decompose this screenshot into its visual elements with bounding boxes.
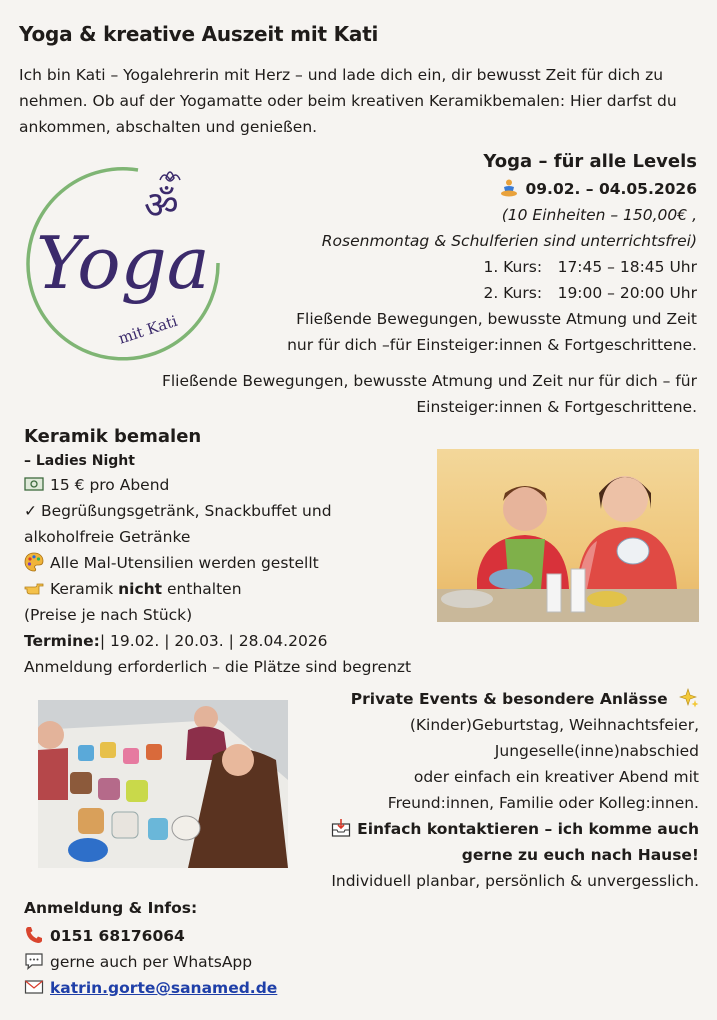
private-events-section — [279, 686, 699, 894]
checkmark-icon: ✓ — [24, 502, 37, 520]
private-line-2: Jungeselle(inne)nabschied — [494, 742, 699, 760]
dates-label: Termine: — [24, 632, 100, 650]
phone-icon — [24, 925, 44, 945]
course-1-time: 17:45 – 18:45 Uhr — [557, 258, 697, 276]
price-row — [24, 472, 434, 498]
yoga-holidays: Rosenmontag & Schulferien sind unterrichtsfrei) — [321, 232, 697, 250]
meditation-icon — [499, 178, 519, 198]
included-b: alkoholfreie Getränke — [24, 528, 191, 546]
yoga-dates-row — [237, 176, 697, 202]
course-1-label: 1. Kurs: — [483, 258, 543, 276]
lotus-icon — [160, 172, 180, 181]
contact-title: Anmeldung & Infos: — [24, 899, 198, 917]
registration-note: Anmeldung erforderlich – die Plätze sind begrenzt — [24, 658, 412, 676]
keramik-subtitle: – Ladies Night — [24, 453, 135, 469]
yoga-section — [237, 148, 697, 358]
dates-value: | 19.02. | 20.03. | 28.04.2026 — [99, 632, 328, 650]
pointing-hand-icon — [24, 578, 44, 598]
dates-row — [24, 628, 434, 654]
whatsapp-text: gerne auch per WhatsApp — [50, 953, 253, 971]
private-title: Private Events & besondere Anlässe — [350, 690, 668, 708]
om-symbol: ॐ — [144, 183, 179, 227]
yoga-desc-1a: Fließende Bewegungen, bewusste Atmung und Zeit — [296, 310, 697, 328]
utensils: Alle Mal-Utensilien werden gestellt — [50, 554, 319, 572]
price: 15 € pro Abend — [50, 476, 170, 494]
envelope-icon — [24, 977, 44, 997]
yoga-desc-2b: Einsteiger:innen & Fortgeschrittene. — [416, 398, 697, 416]
intro-text: Ich bin Kati – Yogalehrerin mit Herz – und lade dich ein, dir bewusst Zeit für dich zu nehmen. Ob auf der Yogamatte oder beim kreativen Keramikbemalen: Hier darfst du ankommen, abschalten und genießen. — [19, 66, 677, 136]
included-row — [24, 498, 434, 524]
email-link[interactable]: katrin.gorte@sanamed.de — [50, 979, 278, 997]
phone-row[interactable] — [24, 923, 424, 949]
phone-number[interactable]: 0151 68176064 — [50, 927, 185, 945]
course-2-time: 19:00 – 20:00 Uhr — [557, 284, 697, 302]
private-line-4: Freund:innen, Familie oder Kolleg:innen. — [387, 794, 699, 812]
ceramic-row — [24, 576, 434, 602]
yoga-dates: 09.02. – 04.05.2026 — [525, 180, 697, 198]
yoga-title: Yoga – für alle Levels — [483, 151, 697, 172]
yoga-units: (10 Einheiten – 150,00€ , — [501, 206, 697, 224]
keramik-title: Keramik bemalen — [24, 426, 202, 447]
utensils-row — [24, 550, 434, 576]
contact-section — [24, 895, 424, 1001]
logo-graphic — [18, 158, 233, 368]
ceramic-post: enthalten — [162, 580, 242, 598]
yoga-logo — [18, 158, 233, 368]
ceramic-bold: nicht — [118, 580, 163, 598]
yoga-desc-1b: nur für dich –für Einsteiger:innen & Fortgeschrittene. — [287, 336, 697, 354]
private-line-1: (Kinder)Geburtstag, Weihnachtsfeier, — [409, 716, 699, 734]
banknote-icon — [24, 474, 44, 494]
private-flex: Individuell planbar, persönlich & unvergesslich. — [331, 872, 699, 890]
contact-row — [279, 816, 699, 842]
private-title-row — [279, 686, 699, 712]
prices-note: (Preise je nach Stück) — [24, 606, 193, 624]
palette-icon — [24, 552, 44, 572]
sparkles-icon — [679, 688, 699, 708]
ceramic-pre: Keramik — [50, 580, 119, 598]
included-a: Begrüßungsgetränk, Snackbuffet und — [41, 502, 332, 520]
page-title: Yoga & kreative Auszeit mit Kati — [19, 22, 379, 46]
contact-a: Einfach kontaktieren – ich komme auch — [357, 820, 699, 838]
photo-ceramics-table — [38, 700, 288, 868]
yoga-description-repeat — [97, 368, 697, 420]
logo-tagline: mit Kati — [116, 311, 180, 348]
email-row — [24, 975, 424, 1001]
contact-b: gerne zu euch nach Hause! — [461, 846, 699, 864]
whatsapp-row — [24, 949, 424, 975]
inbox-tray-icon — [331, 818, 351, 838]
private-line-3: oder einfach ein kreativer Abend mit — [413, 768, 699, 786]
course-2-label: 2. Kurs: — [483, 284, 543, 302]
course-1 — [237, 254, 697, 280]
keramik-section — [24, 424, 434, 680]
photo-women-painting — [437, 449, 699, 622]
yoga-desc-2a: Fließende Bewegungen, bewusste Atmung und Zeit nur für dich – für — [161, 372, 697, 390]
course-2 — [237, 280, 697, 306]
logo-word: Yoga — [36, 221, 210, 305]
speech-bubble-icon — [24, 951, 44, 971]
